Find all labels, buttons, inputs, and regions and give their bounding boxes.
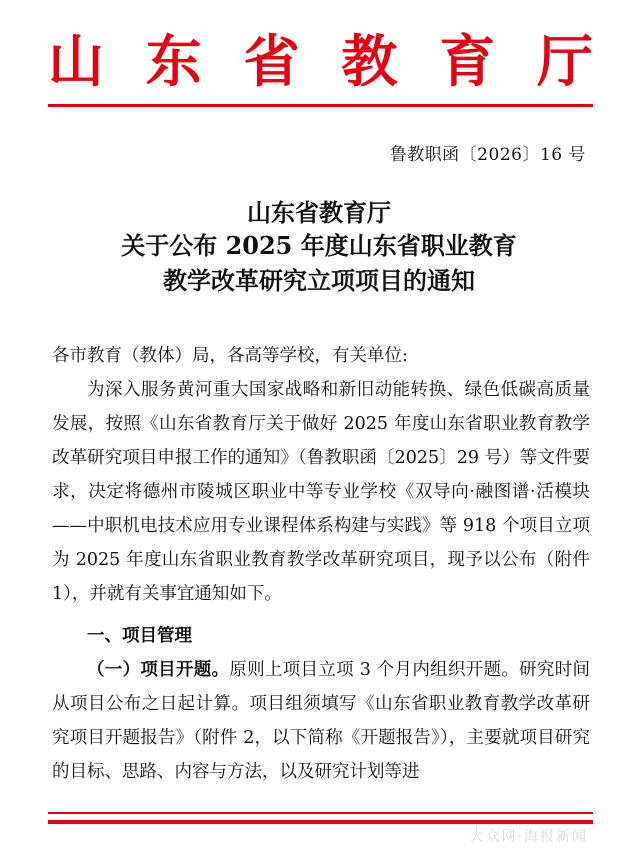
subsection-lead: （一）项目开题。 xyxy=(87,660,230,680)
subsection-body: 原则上项目立项 3 个月内组织开题。研究时间从项目公布之日起计算。项目组须填写《山东省职业教育教学改革研究项目开题报告》（附件 2，以下简称《开题报告》），主要就项目研究的目标、思路、内容与方法，以及研究计划等进 xyxy=(52,660,590,782)
masthead-divider xyxy=(48,104,593,107)
document-number: 鲁教职函〔2026〕16 号 xyxy=(389,145,586,165)
body-paragraph-2 xyxy=(52,653,590,789)
masthead-char: 东 xyxy=(145,30,202,95)
title-line-1: 山东省教育厅 xyxy=(247,198,391,227)
footer-rule-thin xyxy=(48,812,593,814)
masthead xyxy=(48,28,593,98)
masthead-char: 厅 xyxy=(536,30,593,95)
title-line-2: 关于公布 2025 年度山东省职业教育 xyxy=(121,231,517,260)
watermark: 大众网·海报新闻 xyxy=(469,829,588,845)
footer-rule-thick xyxy=(48,820,593,824)
section-heading-1: 一、项目管理 xyxy=(87,626,192,646)
title-line-3: 教学改革研究立项项目的通知 xyxy=(163,266,475,295)
masthead-char: 育 xyxy=(439,30,496,95)
body-paragraph-1: 为深入服务黄河重大国家战略和新旧动能转换、绿色低碳高质量发展，按照《山东省教育厅关于做好 2025 年度山东省职业教育教学改革研究项目申报工作的通知》（鲁教职函〔2025〕29 号）等文件要求，决定将德州市陵城区职业中等专业学校《双导向·融图谱·活模块——中职机电技术应用专业课程体系构建与实践》等 918 个项目立项为 2025 年度山东省职业教育教学改革研究项目，现予以公布（附件 1），并就有关事宜通知如下。 xyxy=(52,380,590,604)
salutation: 各市教育（教体）局，各高等学校，有关单位: xyxy=(52,346,408,366)
masthead-char: 山 xyxy=(48,30,104,95)
masthead-char: 省 xyxy=(243,30,300,95)
masthead-char: 教 xyxy=(341,30,398,95)
